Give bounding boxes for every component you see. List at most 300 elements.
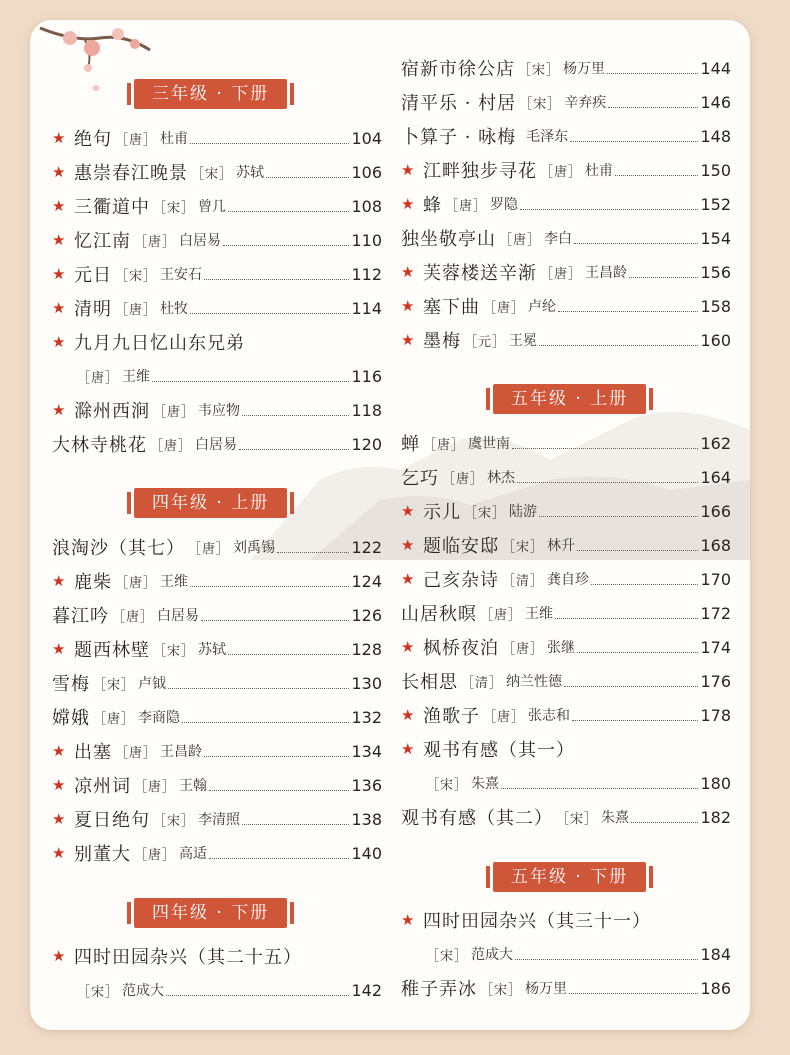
required-star-icon: ★ [52,742,66,760]
poet-name: 杨万里 [563,61,606,77]
dot-leader [555,618,698,619]
page-number: 180 [700,773,731,793]
toc-entry[interactable] [401,599,731,627]
dot-leader [190,143,349,144]
poem-title: 惠崇春江晚景 [74,163,188,184]
page-number: 158 [700,296,731,316]
page-number: 150 [700,160,731,180]
dynasty-label: ［清］ [502,573,545,589]
dynasty-name: 唐 [129,575,144,591]
dynasty-name: 清 [475,675,490,691]
dynasty-name: 唐 [91,370,106,386]
required-star-icon: ★ [52,163,66,181]
dot-leader [501,788,698,789]
dot-leader [204,279,349,280]
dynasty-name: 宋 [167,643,182,659]
dot-leader [204,756,349,757]
dynasty-label: ［唐］ [134,234,177,250]
toc-entry[interactable] [52,328,382,356]
dynasty-name: 宋 [478,505,493,521]
toc-entry[interactable] [401,633,731,661]
poem-title: 题临安邸 [423,536,499,557]
toc-entry[interactable] [52,635,382,663]
poet-name: 王维 [525,606,554,622]
poet-name: 杜甫 [160,131,189,147]
dot-leader [577,652,698,653]
page-number: 108 [351,196,382,216]
poem-title: 清平乐 · 村居 [401,93,517,114]
toc-entry[interactable] [52,260,382,288]
poet-name: 白居易 [179,233,222,249]
required-star-icon: ★ [52,265,66,283]
toc-entry[interactable] [52,805,382,833]
required-star-icon: ★ [401,297,415,315]
toc-entry[interactable] [401,940,731,968]
dynasty-label: ［唐］ [134,779,177,795]
poem-title: 嫦娥 [52,708,90,729]
dynasty-name: 宋 [129,268,144,284]
poem-title: 卜算子 · 咏梅 [401,127,517,148]
poet-name: 张继 [547,640,576,656]
dynasty-label: ［宋］ [480,982,523,998]
page-number: 152 [700,194,731,214]
dynasty-name: 唐 [107,711,122,727]
poet-name: 白居易 [157,608,200,624]
required-star-icon: ★ [52,129,66,147]
dynasty-name: 清 [516,573,531,589]
poem-title: 己亥杂诗 [423,570,499,591]
poet-name: 卢钺 [138,676,167,692]
toc-entry[interactable] [401,258,731,286]
dynasty-label: ［唐］ [483,300,526,316]
dot-leader [228,211,349,212]
page-number: 176 [700,671,731,691]
dynasty-label: ［唐］ [115,575,158,591]
dynasty-label: ［宋］ [93,677,136,693]
page-number: 170 [700,569,731,589]
dynasty-name: 唐 [497,709,512,725]
dot-leader [608,107,698,108]
dynasty-label: ［唐］ [150,438,193,454]
poet-name: 范成大 [122,983,165,999]
dot-leader [577,550,698,551]
dynasty-label: ［宋］ [518,62,561,78]
poem-title: 凉州词 [74,776,131,797]
dynasty-label: ［唐］ [93,711,136,727]
dynasty-label: ［唐］ [442,471,485,487]
dynasty-name: 唐 [129,132,144,148]
dot-leader [190,586,349,587]
poet-name: 王维 [160,574,189,590]
dynasty-label: ［宋］ [115,268,158,284]
dynasty-label: ［宋］ [556,811,599,827]
dot-leader [277,552,349,553]
dynasty-label: ［唐］ [540,164,583,180]
poem-title: 三衢道中 [74,197,150,218]
poet-name: 李白 [544,231,573,247]
dot-leader [228,654,349,655]
poet-name: 曾几 [198,199,227,215]
toc-entry[interactable] [401,326,731,354]
dot-leader [515,959,698,960]
poem-title: 山居秋暝 [401,604,477,625]
page-number: 120 [351,434,382,454]
dot-leader [209,858,349,859]
toc-entry[interactable] [401,735,731,763]
dynasty-name: 唐 [126,609,141,625]
dynasty-label: ［唐］ [115,302,158,318]
poet-name: 王昌龄 [160,744,203,760]
required-star-icon: ★ [52,776,66,794]
toc-entry[interactable] [52,703,382,731]
poem-title: 清明 [74,299,112,320]
poem-title: 墨梅 [423,331,461,352]
dynasty-label: ［元］ [464,334,507,350]
page-number: 174 [700,637,731,657]
required-star-icon: ★ [401,570,415,588]
toc-entry[interactable] [401,974,731,1002]
poet-name: 韦应物 [198,403,241,419]
poem-title: 夏日绝句 [74,810,150,831]
dynasty-label: ［唐］ [502,641,545,657]
page-number: 132 [351,707,382,727]
toc-entry[interactable] [52,430,382,458]
poem-title: 宿新市徐公店 [401,59,515,80]
dynasty-name: 唐 [148,847,163,863]
poem-title: 出塞 [74,742,112,763]
dynasty-name: 唐 [202,541,217,557]
dynasty-name: 宋 [570,811,585,827]
poet-name: 苏轼 [198,642,227,658]
dynasty-label: ［清］ [461,675,504,691]
toc-entry[interactable] [52,226,382,254]
dynasty-name: 唐 [148,779,163,795]
poem-title: 九月九日忆山东兄弟 [74,333,245,354]
page-number: 186 [700,978,731,998]
required-star-icon: ★ [401,638,415,656]
poet-name: 纳兰性德 [506,674,563,690]
page-number: 122 [351,537,382,557]
poem-title: 示儿 [423,502,461,523]
required-star-icon: ★ [52,810,66,828]
dynasty-label: ［宋］ [426,948,469,964]
poem-title: 稚子弄冰 [401,979,477,1000]
dot-leader [201,620,349,621]
dynasty-name: 宋 [494,982,509,998]
required-star-icon: ★ [52,197,66,215]
required-star-icon: ★ [401,331,415,349]
dot-leader [570,141,698,142]
toc-entry[interactable] [401,292,731,320]
poem-title: 题西林壁 [74,640,150,661]
dynasty-name: 唐 [554,266,569,282]
toc-entry[interactable] [401,224,731,252]
grade-section-header: 四年级 · 上册 [134,488,287,518]
required-star-icon: ★ [52,640,66,658]
poet-name: 毛泽东 [526,129,569,145]
dynasty-name: 唐 [164,438,179,454]
dynasty-name: 宋 [91,984,106,1000]
poem-title: 渔歌子 [423,706,480,727]
toc-entry[interactable] [52,567,382,595]
toc-entry[interactable] [52,396,382,424]
page-number: 136 [351,775,382,795]
dynasty-label: ［宋］ [153,643,196,659]
toc-entry[interactable] [401,497,731,525]
dynasty-label: ［唐］ [153,404,196,420]
dynasty-name: 唐 [497,300,512,316]
dynasty-name: 元 [478,334,493,350]
toc-entry[interactable] [401,906,731,934]
poet-name: 王维 [122,369,151,385]
page-number: 128 [351,639,382,659]
page-number: 116 [351,366,382,386]
poet-name: 罗隐 [490,197,519,213]
dynasty-name: 宋 [167,813,182,829]
grade-section-header: 五年级 · 上册 [493,384,646,414]
dynasty-name: 宋 [205,166,220,182]
dot-leader [629,277,698,278]
dynasty-label: ［唐］ [499,232,542,248]
required-star-icon: ★ [52,231,66,249]
toc-entry[interactable] [52,192,382,220]
poet-name: 林升 [547,538,576,554]
dynasty-label: ［唐］ [540,266,583,282]
page-number: 126 [351,605,382,625]
dynasty-name: 唐 [167,404,182,420]
dynasty-name: 唐 [513,232,528,248]
required-star-icon: ★ [401,536,415,554]
dot-leader [569,993,698,994]
toc-entry[interactable] [401,463,731,491]
poet-name: 辛弃疾 [564,95,607,111]
toc-entry[interactable] [52,362,382,390]
toc-page [30,20,750,1030]
page-number: 104 [351,128,382,148]
toc-entry[interactable] [52,839,382,867]
dot-leader [190,313,349,314]
dynasty-name: 宋 [440,948,455,964]
dynasty-label: ［宋］ [191,166,234,182]
poem-title: 元日 [74,265,112,286]
dynasty-label: ［宋］ [426,777,469,793]
page-number: 112 [351,264,382,284]
poem-title: 暮江吟 [52,606,109,627]
poet-name: 范成大 [471,947,514,963]
dynasty-label: ［宋］ [77,984,120,1000]
poet-name: 李清照 [198,812,241,828]
poet-name: 李商隐 [138,710,181,726]
poet-name: 王安石 [160,267,203,283]
toc-entry[interactable] [401,769,731,797]
page-number: 146 [700,92,731,112]
dynasty-name: 宋 [167,200,182,216]
dot-leader [152,381,349,382]
dynasty-name: 唐 [554,164,569,180]
page-number: 138 [351,809,382,829]
page-number: 134 [351,741,382,761]
toc-entry[interactable] [52,158,382,186]
toc-entry[interactable] [52,294,382,322]
required-star-icon: ★ [401,161,415,179]
page-number: 110 [351,230,382,250]
required-star-icon: ★ [401,502,415,520]
poet-name: 张志和 [528,708,571,724]
page-number: 154 [700,228,731,248]
poem-title: 别董大 [74,844,131,865]
required-star-icon: ★ [52,844,66,862]
toc-entry[interactable] [52,942,382,970]
dynasty-name: 唐 [494,607,509,623]
dynasty-name: 宋 [440,777,455,793]
toc-entry[interactable] [52,601,382,629]
required-star-icon: ★ [401,911,415,929]
toc-entry[interactable] [401,88,731,116]
toc-entry[interactable] [401,565,731,593]
dynasty-label: ［唐］ [134,847,177,863]
toc-entry[interactable] [52,669,382,697]
dot-leader [591,584,698,585]
poet-name: 王昌龄 [585,265,628,281]
dynasty-label: ［唐］ [112,609,155,625]
toc-entry[interactable] [401,803,731,831]
toc-entry[interactable] [401,122,731,150]
dot-leader [223,245,349,246]
page-number: 140 [351,843,382,863]
dot-leader [539,345,698,346]
poet-name: 虞世南 [468,436,511,452]
toc-entry[interactable] [52,771,382,799]
toc-entry[interactable] [52,124,382,152]
dot-leader [574,243,698,244]
grade-section-header: 五年级 · 下册 [493,862,646,892]
dynasty-label: ［宋］ [464,505,507,521]
dynasty-name: 宋 [516,539,531,555]
page-number: 142 [351,980,382,1000]
dot-leader [242,415,349,416]
poet-name: 苏轼 [236,165,265,181]
poem-title: 独坐敬亭山 [401,229,496,250]
poem-title: 浪淘沙（其七） [52,538,185,559]
page-number: 182 [700,807,731,827]
grade-section-header: 三年级 · 下册 [134,79,287,109]
toc-entry[interactable] [52,533,382,561]
dynasty-label: ［唐］ [188,541,231,557]
dynasty-name: 宋 [532,62,547,78]
dot-leader [615,175,698,176]
poet-name: 陆游 [509,504,538,520]
dynasty-name: 唐 [456,471,471,487]
required-star-icon: ★ [52,572,66,590]
required-star-icon: ★ [401,706,415,724]
dynasty-name: 唐 [129,302,144,318]
poet-name: 王翰 [179,778,208,794]
dynasty-label: ［唐］ [480,607,523,623]
dynasty-label: ［唐］ [445,198,488,214]
toc-entry[interactable] [401,667,731,695]
dot-leader [564,686,698,687]
toc-entry[interactable] [401,156,731,184]
poet-name: 白居易 [195,437,238,453]
poet-name: 刘禹锡 [233,540,276,556]
dynasty-name: 唐 [148,234,163,250]
dot-leader [572,720,698,721]
poem-title: 江畔独步寻花 [423,161,537,182]
poet-name: 林杰 [487,470,516,486]
page-number: 130 [351,673,382,693]
page-number: 172 [700,603,731,623]
toc-entry[interactable] [52,976,382,1004]
dynasty-label: ［宋］ [153,200,196,216]
dot-leader [539,516,698,517]
dot-leader [520,209,698,210]
dot-leader [517,482,698,483]
poet-name: 朱熹 [601,810,630,826]
toc-entry[interactable] [401,54,731,82]
toc-entry[interactable] [52,737,382,765]
dot-leader [182,722,349,723]
toc-entry[interactable] [401,531,731,559]
poem-title: 鹿柴 [74,572,112,593]
toc-entry[interactable] [401,701,731,729]
poem-title: 雪梅 [52,674,90,695]
poet-name: 杨万里 [525,981,568,997]
poem-title: 蝉 [401,434,420,455]
required-star-icon: ★ [401,263,415,281]
page-number: 156 [700,262,731,282]
poet-name: 杜甫 [585,163,614,179]
poem-title: 绝句 [74,129,112,150]
poet-name: 王冕 [509,333,538,349]
poem-title: 长相思 [401,672,458,693]
poem-title: 四时田园杂兴（其三十一） [423,911,651,932]
page-number: 124 [351,571,382,591]
page-number: 168 [700,535,731,555]
poet-name: 朱熹 [471,776,500,792]
required-star-icon: ★ [401,740,415,758]
required-star-icon: ★ [401,195,415,213]
dynasty-label: ［唐］ [423,437,466,453]
dot-leader [209,790,349,791]
dot-leader [168,688,349,689]
dynasty-name: 唐 [129,745,144,761]
poem-title: 观书有感（其二） [401,808,553,829]
poet-name: 高适 [179,846,208,862]
page-number: 148 [700,126,731,146]
page-number: 106 [351,162,382,182]
dynasty-name: 唐 [516,641,531,657]
required-star-icon: ★ [52,947,66,965]
poem-title: 蜂 [423,195,442,216]
poet-name: 龚自珍 [547,572,590,588]
page-number: 178 [700,705,731,725]
poem-title: 观书有感（其一） [423,740,575,761]
dynasty-label: ［唐］ [115,132,158,148]
page-number: 162 [700,433,731,453]
dynasty-label: ［宋］ [153,813,196,829]
grade-section-header: 四年级 · 下册 [134,898,287,928]
dynasty-name: 唐 [437,437,452,453]
dot-leader [607,73,698,74]
dynasty-label: ［宋］ [502,539,545,555]
poem-title: 四时田园杂兴（其二十五） [74,947,302,968]
page-number: 114 [351,298,382,318]
required-star-icon: ★ [52,401,66,419]
toc-entry[interactable] [401,190,731,218]
poem-title: 忆江南 [74,231,131,252]
toc-entry[interactable] [401,429,731,457]
dynasty-label: ［唐］ [77,370,120,386]
